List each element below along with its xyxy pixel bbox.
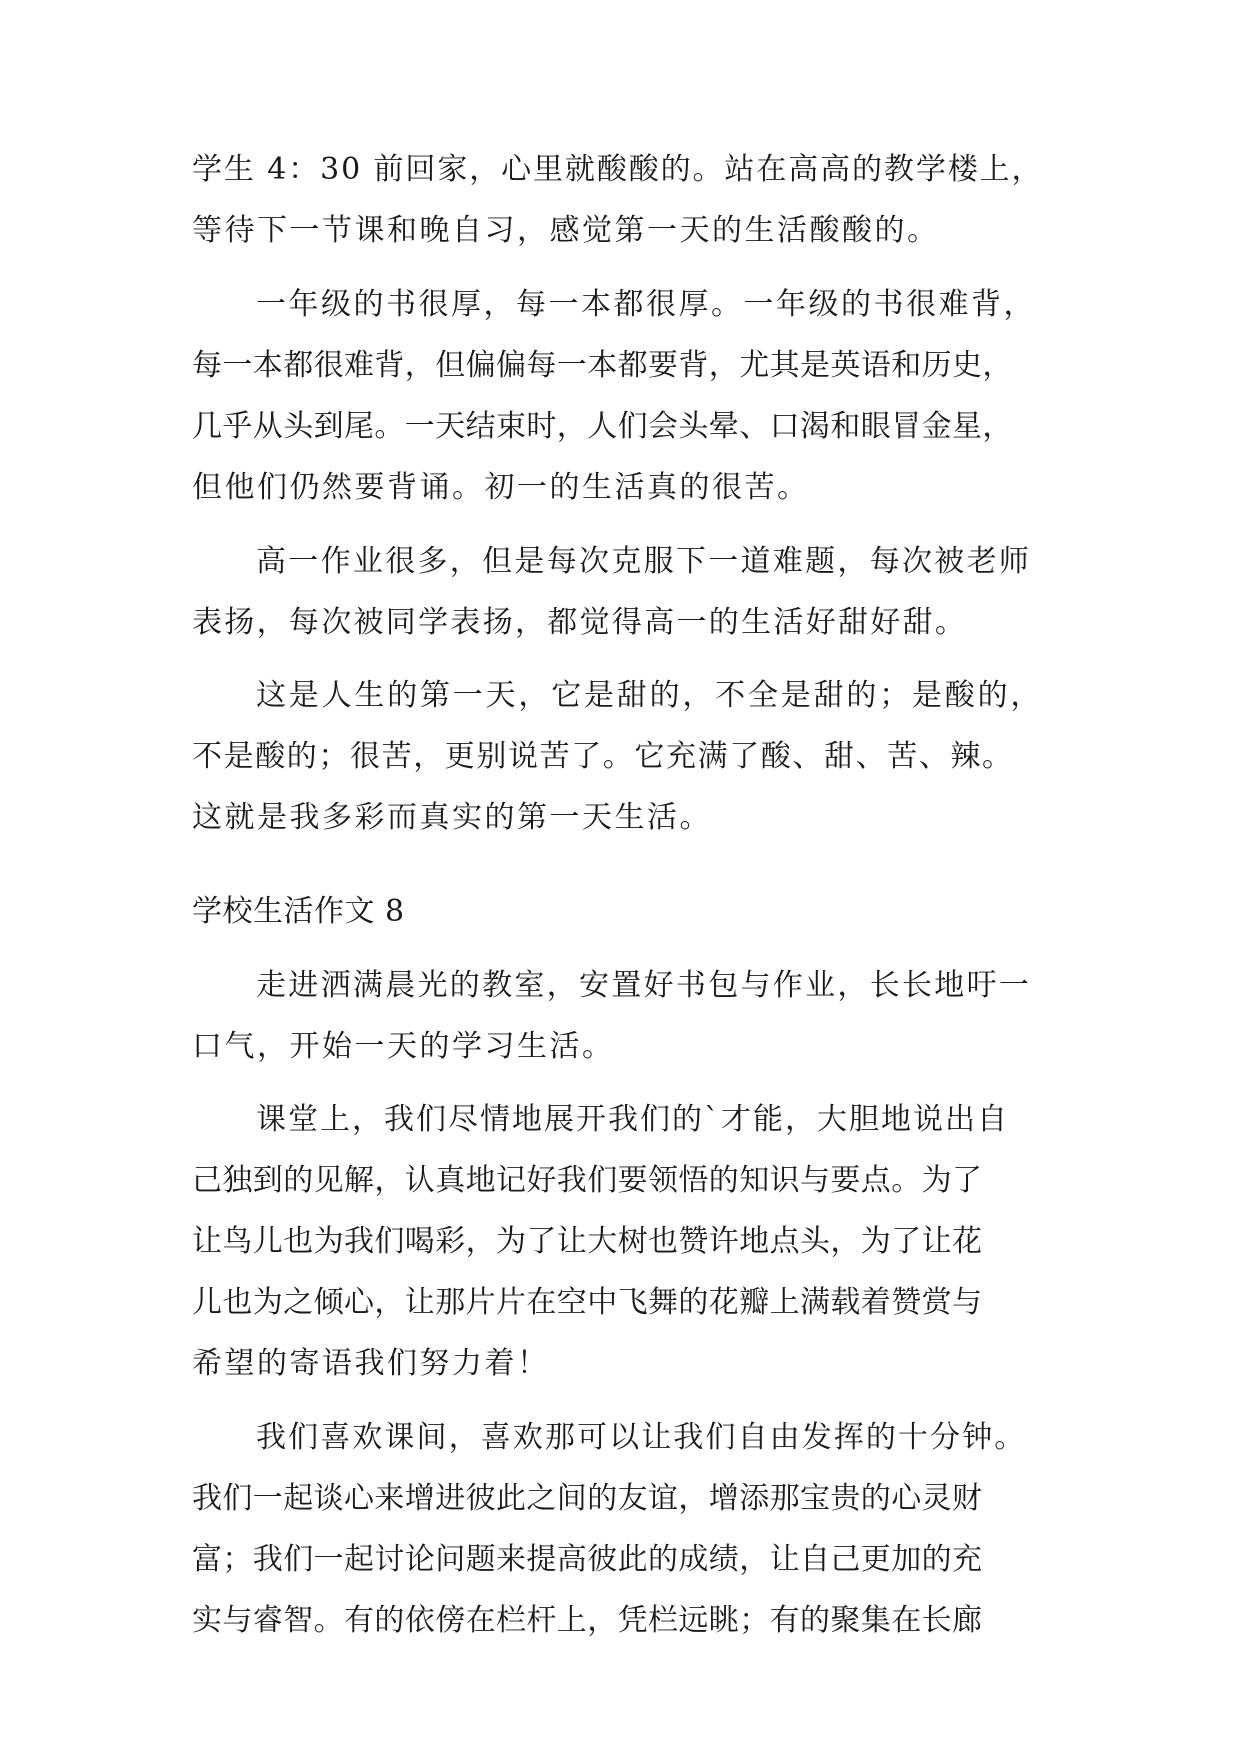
text-line-content: 几乎从头到尾。一天结束时，人们会头晕、口渴和眼冒金星， [192,409,1013,444]
text-line [0,532,1241,592]
text-line [0,956,1241,1016]
text-line-content: 一年级的书很厚，每一本都很厚。一年级的书很难背， [256,287,1036,322]
text-line-content: 我们一起谈心来增进彼此之间的友谊，增添那宝贵的心灵财 [192,1481,983,1516]
text-line [0,397,1241,457]
text-line [0,1334,1241,1394]
text-line-content: 实与睿智。有的依傍在栏杆上，凭栏远眺；有的聚集在长廊 [192,1603,983,1638]
text-line-content: 儿也为之倾心，让那片片在空中飞舞的花瓣上满载着赞赏与 [192,1285,983,1320]
text-line [0,336,1241,396]
text-line-content: 这是人生的第一天，它是甜的，不全是甜的；是酸的， [256,678,1044,713]
text-line-content: 等待下一节课和晚自习，感觉第一天的生活酸酸的。 [192,213,940,248]
text-line-content: 我们喜欢课间，喜欢那可以让我们自由发挥的十分钟。 [256,1420,1027,1455]
text-line-content: 己独到的见解，认真地记好我们要领悟的知识与要点。为了 [192,1163,983,1198]
text-line [0,727,1241,787]
text-line [0,1530,1241,1590]
text-line [0,1469,1241,1529]
text-line-content: 高一作业很多，但是每次克服下一道难题，每次被老师 [256,544,1032,579]
text-line [0,201,1241,261]
text-line-content: 让鸟儿也为我们喝彩，为了让大树也赞许地点头，为了让花 [192,1224,983,1259]
text-line-content: 表扬，每次被同学表扬，都觉得高一的生活好甜好甜。 [192,605,968,640]
text-line-content: 不是酸的；很苦，更别说苦了。它充满了酸、甜、苦、辣。 [192,739,1014,774]
section-heading [0,882,1241,942]
text-line [0,1017,1241,1077]
text-line-content: 这就是我多彩而真实的第一天生活。 [192,800,712,835]
text-line-content: 课堂上，我们尽情地展开我们的`才能，大胆地说出自 [256,1102,1009,1137]
text-line-content: 口气，开始一天的学习生活。 [192,1029,615,1064]
text-line [0,275,1241,335]
text-line [0,1591,1241,1651]
text-line [0,1212,1241,1272]
section-heading-text: 学校生活作文 8 [192,894,405,929]
text-line-content: 学生 4：30 前回家，心里就酸酸的。站在高高的教学楼上， [192,152,1044,187]
text-line [0,1151,1241,1211]
text-line [0,458,1241,518]
text-line [0,666,1241,726]
text-line [0,1090,1241,1150]
text-line-content: 但他们仍然要背诵。初一的生活真的很苦。 [192,470,810,505]
text-line-content: 每一本都很难背，但偏偏每一本都要背，尤其是英语和历史， [192,348,1013,383]
text-line-content: 走进洒满晨光的教室，安置好书包与作业，长长地吁一 [256,968,1032,1003]
text-line [0,788,1241,848]
text-line-content: 富；我们一起讨论问题来提高彼此的成绩，让自己更加的充 [192,1542,983,1577]
text-line [0,1408,1241,1468]
text-line [0,1273,1241,1333]
text-line [0,593,1241,653]
text-line [0,140,1241,200]
text-line-content: 希望的寄语我们努力着！ [192,1346,550,1381]
